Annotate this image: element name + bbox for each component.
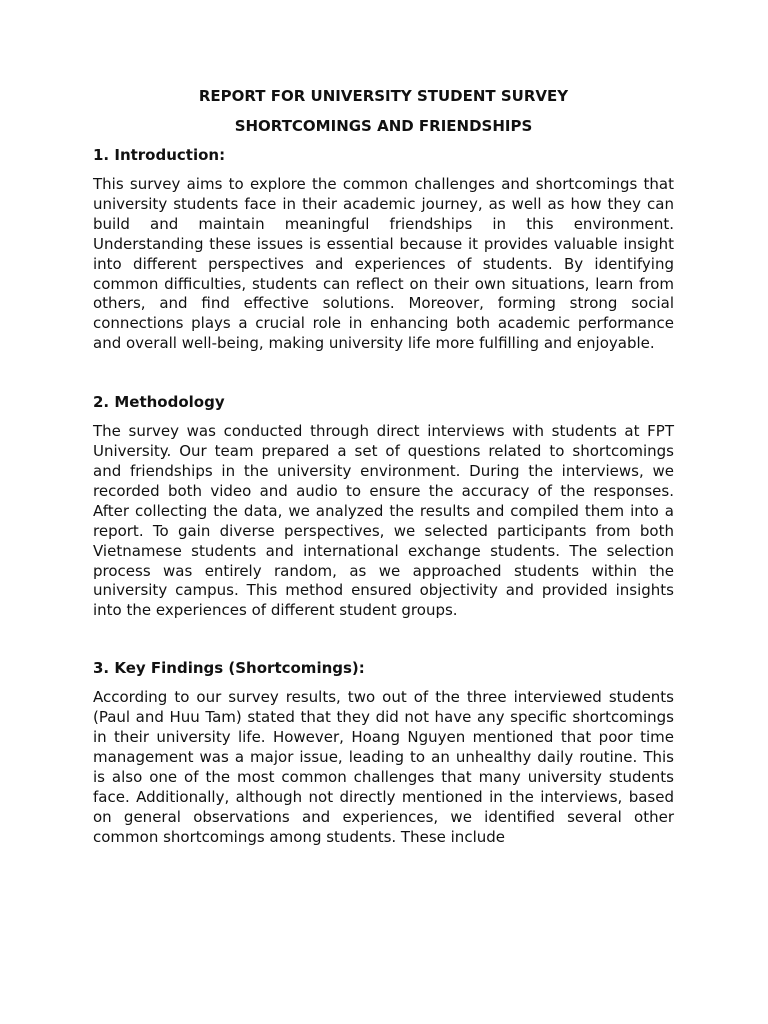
document-page (93, 86, 674, 847)
section-body-key-findings: According to our survey results, two out of the three interviewed students (Paul and Huu Tam) stated that they did not have any specific shortcomings in their university life. However, Hoang Nguyen mentioned that poor time management was a major issue, leading to an unhealthy daily routine. This is also one of the most common challenges that many university students face. Additionally, although not directly mentioned in the interviews, based on general observations and experiences, we identified several other common shortcomings among students. These include (93, 688, 674, 846)
section-heading-methodology: 2. Methodology (93, 393, 225, 412)
section-body-introduction: This survey aims to explore the common challenges and shortcomings that university students face in their academic journey, as well as how they can build and maintain meaningful friendships in this environment. Understanding these issues is essential because it provides valuable insight into different perspectives and experiences of students. By identifying common difficulties, students can reflect on their own situations, learn from others, and find effective solutions. Moreover, forming strong social connections plays a crucial role in enhancing both academic performance and overall well-being, making university life more fulfilling and enjoyable. (93, 175, 674, 353)
section-body-methodology: The survey was conducted through direct interviews with students at FPT University. Our team prepared a set of questions related to shortcomings and friendships in the university environment. During the interviews, we recorded both video and audio to ensure the accuracy of the responses. After collecting the data, we analyzed the results and compiled them into a report. To gain diverse perspectives, we selected participants from both Vietnamese students and international exchange students. The selection process was entirely random, as we approached students within the university campus. This method ensured objectivity and provided insights into the experiences of different student groups. (93, 422, 674, 620)
report-subtitle: SHORTCOMINGS AND FRIENDSHIPS (234, 117, 533, 135)
report-title: REPORT FOR UNIVERSITY STUDENT SURVEY (198, 87, 569, 105)
section-heading-key-findings: 3. Key Findings (Shortcomings): (93, 659, 365, 678)
section-heading-introduction: 1. Introduction: (93, 146, 226, 164)
